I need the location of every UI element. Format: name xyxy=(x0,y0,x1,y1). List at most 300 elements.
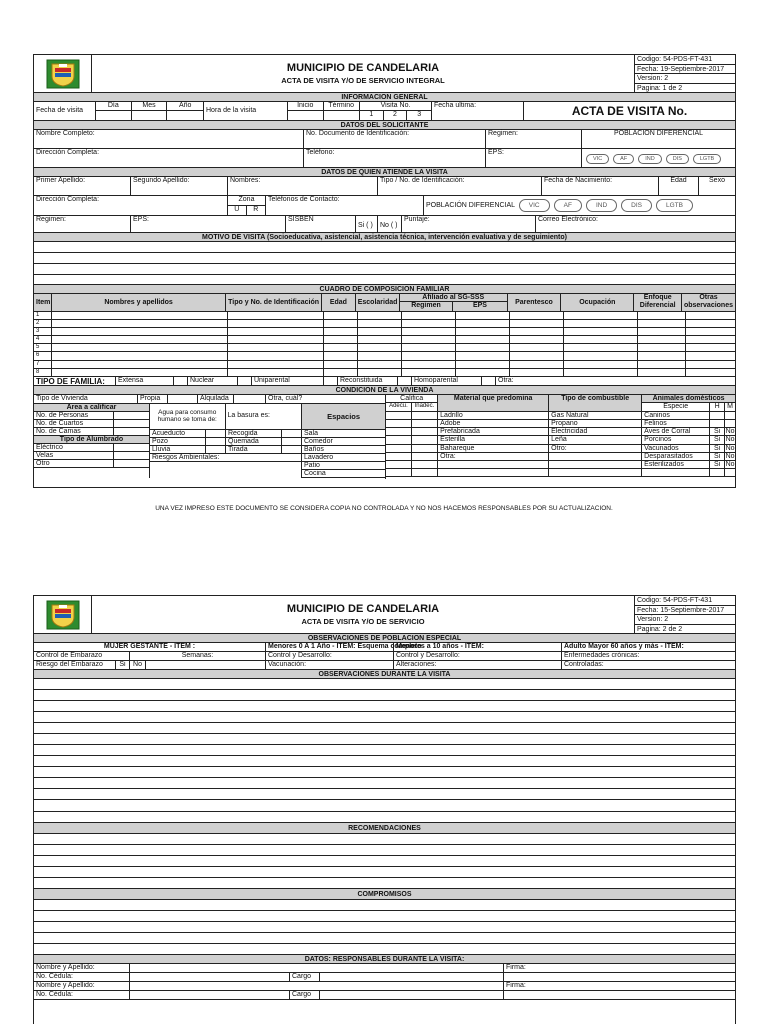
animales-col xyxy=(642,395,735,411)
family-cell[interactable] xyxy=(358,352,402,359)
combustible-option xyxy=(549,469,642,476)
riesgo-si[interactable]: Si xyxy=(116,661,130,669)
telefono-field[interactable]: Teléfono: xyxy=(304,149,486,167)
section-datos-responsables: DATOS: RESPONSABLES DURANTE LA VISITA: xyxy=(34,955,735,964)
family-cell[interactable] xyxy=(402,369,456,376)
telefonos-contacto-field[interactable]: Teléfonos de Contacto: xyxy=(266,196,424,215)
resp2-firma-blank[interactable] xyxy=(504,991,735,999)
familia-reconstituida-box[interactable] xyxy=(398,377,412,385)
animal-option: Porcinos xyxy=(642,436,710,443)
basura-box[interactable] xyxy=(282,438,301,445)
family-cell[interactable] xyxy=(402,344,456,351)
regimen2-field[interactable]: Regimen: xyxy=(34,216,131,232)
alumbrado-box[interactable] xyxy=(114,444,149,451)
family-table-body xyxy=(34,312,735,377)
family-cell[interactable] xyxy=(510,352,564,359)
recomendacion-line[interactable] xyxy=(34,834,735,845)
resp1-cedula-field[interactable] xyxy=(130,973,290,981)
inicio-label: Inicio xyxy=(288,102,324,110)
animal-no[interactable]: No xyxy=(725,444,735,452)
nombre-completo-field[interactable]: Nombre Completo: xyxy=(34,130,304,148)
family-cell[interactable] xyxy=(324,312,358,319)
zona-u[interactable]: U xyxy=(228,206,247,215)
animal-si[interactable] xyxy=(710,420,725,427)
alumbrado-box[interactable] xyxy=(114,452,149,459)
col-nombres: Nombres y apellidos xyxy=(52,294,226,311)
family-cell[interactable] xyxy=(324,320,358,327)
family-cell[interactable] xyxy=(686,361,735,368)
family-cell[interactable] xyxy=(686,336,735,343)
compromiso-line[interactable] xyxy=(34,944,735,955)
visit-info-row xyxy=(34,102,735,121)
poblacion-especial-row-2 xyxy=(34,661,735,670)
family-cell[interactable] xyxy=(228,312,324,319)
family-cell[interactable] xyxy=(564,344,638,351)
page2-subtitle: ACTA DE VISITA Y/O DE SERVICIO xyxy=(301,617,425,626)
family-cell[interactable] xyxy=(52,369,228,376)
animal-si[interactable]: Si xyxy=(710,445,725,452)
family-row xyxy=(34,361,735,369)
family-cell[interactable] xyxy=(456,320,510,327)
meta2-version: Version: 2 xyxy=(635,615,735,625)
family-cell[interactable] xyxy=(456,352,510,359)
family-cell[interactable] xyxy=(510,312,564,319)
family-cell[interactable] xyxy=(358,336,402,343)
familia-uniparental-box[interactable] xyxy=(324,377,338,385)
observacion-line[interactable] xyxy=(34,789,735,800)
section-info-general: INFORMACION GENERAL xyxy=(34,93,735,102)
family-cell[interactable] xyxy=(358,328,402,335)
familia-extensa-box[interactable] xyxy=(174,377,188,385)
sisben-si[interactable]: Si ( ) xyxy=(356,216,378,232)
dia-field[interactable] xyxy=(96,111,132,120)
familia-nuclear-box[interactable] xyxy=(238,377,252,385)
vivienda-otra[interactable]: Otra, cuál? xyxy=(268,394,303,402)
no-documento-field[interactable]: No. Documento de Identificación: xyxy=(304,130,486,148)
combustible-label: Tipo de combustible xyxy=(549,395,642,411)
family-cell[interactable] xyxy=(510,369,564,376)
section-observaciones-especial: OBSERVACIONES DE POBLACION ESPECIAL xyxy=(34,634,735,643)
semanas-field[interactable]: Semanas: xyxy=(130,652,266,660)
family-cell[interactable] xyxy=(638,352,686,359)
family-cell[interactable] xyxy=(638,369,686,376)
agua-basura-row xyxy=(150,430,301,438)
animal-no[interactable]: No xyxy=(725,452,735,460)
adecu-box[interactable] xyxy=(386,445,412,452)
family-cell[interactable] xyxy=(510,344,564,351)
anio-field[interactable] xyxy=(167,111,203,120)
resp2-cargo-label: Cargo xyxy=(290,991,320,999)
hora-visita-label: Hora de la visita xyxy=(204,102,288,120)
segundo-apellido-field[interactable]: Segundo Apellido: xyxy=(131,177,228,195)
family-cell[interactable] xyxy=(324,352,358,359)
controladas-field[interactable]: Controladas: xyxy=(564,661,604,668)
visita-3[interactable]: 3 xyxy=(417,111,422,118)
observacion-line[interactable] xyxy=(34,712,735,723)
meta2-code: Codigo: 54-PDS-FT-431 xyxy=(635,596,735,606)
agua-box[interactable] xyxy=(206,430,226,437)
family-cell[interactable] xyxy=(638,361,686,368)
col-enfoque: Enfoque Diferencial xyxy=(634,294,682,311)
animal-no[interactable]: No xyxy=(725,460,735,468)
family-cell[interactable] xyxy=(228,361,324,368)
inadec-box[interactable] xyxy=(412,469,438,476)
material-option[interactable]: Otra: xyxy=(438,453,549,460)
family-cell[interactable] xyxy=(686,352,735,359)
resp1-cargo-field[interactable] xyxy=(320,973,504,981)
animal-si[interactable] xyxy=(710,412,725,419)
nombres-field[interactable]: Nombres: xyxy=(228,177,378,195)
family-cell[interactable] xyxy=(510,320,564,327)
eps2-field[interactable]: EPS: xyxy=(131,216,286,232)
family-cell[interactable] xyxy=(228,328,324,335)
combustible-option[interactable]: Otro: xyxy=(549,445,642,452)
section-observaciones-visita: OBSERVACIONES DURANTE LA VISITA xyxy=(34,670,735,679)
observacion-line[interactable] xyxy=(34,734,735,745)
pill-vic[interactable]: VIC xyxy=(586,154,609,164)
alumbrado-box[interactable] xyxy=(114,460,149,467)
mes-field[interactable] xyxy=(132,111,168,120)
copy-notice: UNA VEZ IMPRESO ESTE DOCUMENTO SE CONSIDERA COPIA NO CONTROLADA Y NO NOS HACEMOS RESPONSABLES POR SU ACTUALIZACION. xyxy=(155,505,613,512)
familia-extensa: Extensa xyxy=(116,377,174,385)
regimen-field[interactable]: Regimen: xyxy=(486,130,582,148)
col-observaciones: Otras observaciones xyxy=(683,294,733,309)
motivo-line-1[interactable] xyxy=(34,242,735,253)
observacion-line[interactable] xyxy=(34,778,735,789)
family-cell[interactable] xyxy=(456,336,510,343)
compromiso-line[interactable] xyxy=(34,911,735,922)
family-cell[interactable] xyxy=(358,361,402,368)
family-cell[interactable] xyxy=(686,312,735,319)
pill-ind[interactable]: IND xyxy=(638,154,661,164)
correo-field[interactable]: Correo Electrónico: xyxy=(538,216,598,223)
control-desarrollo-2-field[interactable]: Control y Desarrollo: xyxy=(394,652,562,660)
family-cell[interactable] xyxy=(358,312,402,319)
motivo-line-4[interactable] xyxy=(34,275,735,285)
solicitante-row-2 xyxy=(34,149,735,168)
family-cell[interactable] xyxy=(638,312,686,319)
family-cell[interactable] xyxy=(324,336,358,343)
animal-option: Esterilizados xyxy=(642,461,710,468)
vivienda-propia-box[interactable] xyxy=(168,395,198,403)
riesgos-label[interactable]: Riesgos Ambientales: xyxy=(150,454,301,462)
adecu-box[interactable] xyxy=(386,428,412,435)
inadec-box[interactable] xyxy=(412,420,438,427)
vivienda-block xyxy=(34,395,735,479)
basura-box[interactable] xyxy=(282,446,301,453)
adecu-box[interactable] xyxy=(386,469,412,476)
family-cell[interactable] xyxy=(358,369,402,376)
family-cell[interactable] xyxy=(456,344,510,351)
puntaje-field[interactable]: Puntaje: xyxy=(402,216,536,232)
family-cell[interactable] xyxy=(228,336,324,343)
resp2-cargo-field[interactable] xyxy=(320,991,504,999)
pill2-vic[interactable]: VIC xyxy=(519,199,550,212)
family-cell[interactable] xyxy=(638,320,686,327)
pill-lgtb[interactable]: LGTB xyxy=(693,154,721,164)
family-cell[interactable] xyxy=(52,361,228,368)
family-cell[interactable] xyxy=(510,361,564,368)
vivienda-right-row xyxy=(386,469,735,477)
motivo-line-3[interactable] xyxy=(34,264,735,275)
area-row-value[interactable] xyxy=(114,420,149,427)
pill-dis[interactable]: DIS xyxy=(666,154,689,164)
animal-no[interactable] xyxy=(725,420,735,427)
family-cell[interactable] xyxy=(324,361,358,368)
vivienda-alquilada-box[interactable] xyxy=(234,395,266,403)
agua-label: Agua para consumo humano se toma de: xyxy=(150,404,226,429)
agua-box[interactable] xyxy=(206,446,226,453)
family-cell[interactable] xyxy=(510,336,564,343)
meta2-page: Pagina: 2 de 2 xyxy=(637,625,683,633)
resp2-cedula-field[interactable] xyxy=(130,991,290,999)
inadec-box[interactable] xyxy=(412,453,438,460)
alumbrado-option: Eléctrico xyxy=(34,444,114,451)
pill2-ind[interactable]: IND xyxy=(586,199,617,212)
visita-no-label: Visita No. xyxy=(360,102,431,111)
area-calificar-label: Area a calificar xyxy=(34,404,149,412)
observacion-line[interactable] xyxy=(34,679,735,690)
animal-si[interactable]: Si xyxy=(710,428,725,435)
material-option xyxy=(438,469,549,476)
direccion-field[interactable]: Dirección Completa: xyxy=(34,149,304,167)
family-cell[interactable] xyxy=(456,328,510,335)
tipo-id-field[interactable]: Tipo / No. de Identificación: xyxy=(378,177,542,195)
observacion-line[interactable] xyxy=(34,690,735,701)
family-cell[interactable] xyxy=(564,336,638,343)
enfermedades-field[interactable]: Enfermedades crónicas: xyxy=(564,652,640,659)
termino-field[interactable] xyxy=(324,111,359,120)
basura-box[interactable] xyxy=(282,430,301,437)
animal-no[interactable] xyxy=(725,469,735,476)
combustible-option: Propano xyxy=(549,420,642,427)
vivienda-right xyxy=(386,395,735,479)
especie-label: Especie xyxy=(642,403,710,411)
family-row-item: 6 xyxy=(34,352,52,359)
inadec-box[interactable] xyxy=(412,436,438,443)
vivienda-right-row xyxy=(386,428,735,436)
animal-si[interactable] xyxy=(710,469,725,476)
family-cell[interactable] xyxy=(638,336,686,343)
family-cell[interactable] xyxy=(358,320,402,327)
recomendacion-line[interactable] xyxy=(34,845,735,856)
page2-meta xyxy=(634,596,735,633)
family-cell[interactable] xyxy=(402,312,456,319)
visita-2[interactable]: 2 xyxy=(384,111,408,120)
adecu-box[interactable] xyxy=(386,453,412,460)
mujer-gestante-header: MUJER GESTANTE - ITEM : xyxy=(34,643,266,651)
recomendaciones-top-line[interactable] xyxy=(34,812,735,823)
family-cell[interactable] xyxy=(456,312,510,319)
familia-homoparental-box[interactable] xyxy=(482,377,496,385)
family-cell[interactable] xyxy=(686,328,735,335)
observacion-line[interactable] xyxy=(34,767,735,778)
adecu-box[interactable] xyxy=(386,412,412,419)
animal-no[interactable]: No xyxy=(725,436,735,444)
pill-af[interactable]: AF xyxy=(613,154,634,164)
adecu-box[interactable] xyxy=(386,420,412,427)
riesgo-embarazo-label: Riesgo del Embarazo xyxy=(34,661,116,669)
control-embarazo-label: Control de Embarazo xyxy=(34,652,130,660)
sexo-field[interactable]: Sexo xyxy=(709,177,725,184)
family-cell[interactable] xyxy=(402,361,456,368)
recomendacion-line[interactable] xyxy=(34,867,735,878)
inicio-field[interactable] xyxy=(288,111,324,120)
sisben-no[interactable]: No ( ) xyxy=(378,216,402,232)
recomendaciones-lines xyxy=(34,834,735,889)
inadec-box[interactable] xyxy=(412,428,438,435)
family-cell[interactable] xyxy=(686,320,735,327)
family-cell[interactable] xyxy=(324,328,358,335)
area-row-value[interactable] xyxy=(114,412,149,419)
family-cell[interactable] xyxy=(52,328,228,335)
resp2-nombre-field[interactable] xyxy=(130,982,504,990)
family-row xyxy=(34,336,735,344)
animal-no[interactable] xyxy=(725,412,735,419)
family-cell[interactable] xyxy=(228,352,324,359)
family-cell[interactable] xyxy=(638,328,686,335)
visita-1[interactable]: 1 xyxy=(360,111,384,120)
family-cell[interactable] xyxy=(402,336,456,343)
califica-col xyxy=(386,395,438,411)
pill2-dis[interactable]: DIS xyxy=(621,199,652,212)
family-cell[interactable] xyxy=(564,320,638,327)
compromiso-line[interactable] xyxy=(34,900,735,911)
family-cell[interactable] xyxy=(564,352,638,359)
page1-subtitle: ACTA DE VISITA Y/O DE SERVICIO INTEGRAL xyxy=(281,76,445,85)
family-row xyxy=(34,344,735,352)
family-cell[interactable] xyxy=(402,328,456,335)
family-cell[interactable] xyxy=(52,320,228,327)
agua-basura-rows xyxy=(150,430,301,454)
compromiso-line[interactable] xyxy=(34,922,735,933)
alumbrado-row xyxy=(34,460,149,468)
family-cell[interactable] xyxy=(686,344,735,351)
resp2-firma-field[interactable]: Firma: xyxy=(506,982,526,989)
family-cell[interactable] xyxy=(564,328,638,335)
animal-si[interactable]: Si xyxy=(710,436,725,443)
familia-otra[interactable]: Otra: xyxy=(498,376,514,384)
family-cell[interactable] xyxy=(228,344,324,351)
resp1-firma-field[interactable]: Firma: xyxy=(506,964,526,971)
family-cell[interactable] xyxy=(52,344,228,351)
family-cell[interactable] xyxy=(324,344,358,351)
family-cell[interactable] xyxy=(456,369,510,376)
espacio-option: Patio xyxy=(302,462,385,470)
vivienda-left-grid xyxy=(34,404,385,478)
family-cell[interactable] xyxy=(402,320,456,327)
eps-field[interactable]: EPS: xyxy=(486,149,582,167)
resp1-firma-blank[interactable] xyxy=(504,973,735,981)
compromiso-line[interactable] xyxy=(34,933,735,944)
animal-no[interactable]: No xyxy=(725,428,735,436)
family-cell[interactable] xyxy=(52,336,228,343)
animales-label: Animales domésticos xyxy=(642,395,735,403)
observacion-line[interactable] xyxy=(34,745,735,756)
termino-label: Término xyxy=(328,102,355,109)
zona-r[interactable]: R xyxy=(253,206,259,213)
animal-si[interactable]: Si xyxy=(710,453,725,460)
basura-option: Quemada xyxy=(226,438,282,445)
page1-header xyxy=(34,55,735,93)
direccion-atiende-field[interactable]: Dirección Completa: xyxy=(34,196,228,215)
tipo-alumbrado-label: Tipo de Alumbrado xyxy=(34,436,149,444)
family-cell[interactable] xyxy=(228,369,324,376)
family-cell[interactable] xyxy=(564,312,638,319)
observacion-line[interactable] xyxy=(34,756,735,767)
control-desarrollo-field[interactable]: Control y Desarrollo: xyxy=(266,652,394,660)
agua-option: Lluvia xyxy=(150,446,206,453)
family-cell[interactable] xyxy=(510,328,564,335)
family-cell[interactable] xyxy=(564,361,638,368)
vivienda-alquilada: Alquilada xyxy=(198,395,234,403)
primer-apellido-field[interactable]: Primer Apellido: xyxy=(34,177,131,195)
responsable-1-cedula-row xyxy=(34,973,735,982)
area-row xyxy=(34,420,149,428)
alteraciones-field[interactable]: Alteraciones: xyxy=(394,661,562,669)
area-row-value[interactable] xyxy=(114,428,149,435)
califica-label: Califica xyxy=(386,395,437,403)
animal-option: Aves de Corral xyxy=(642,428,710,435)
col-afiliado-label: Afiliado al SG-SSS xyxy=(400,294,507,302)
family-cell[interactable] xyxy=(402,352,456,359)
observacion-line[interactable] xyxy=(34,701,735,712)
poblacion-diferencial-2 xyxy=(424,196,735,215)
inadec-box[interactable] xyxy=(412,445,438,452)
family-cell[interactable] xyxy=(324,369,358,376)
spacer-gap xyxy=(34,800,735,812)
resp1-nombre-label: Nombre y Apellido: xyxy=(34,964,130,972)
family-cell[interactable] xyxy=(52,352,228,359)
fecha-ultima-field[interactable]: Fecha ultima: xyxy=(432,102,524,120)
adulto-mayor-header: Adulto Mayor 60 años y más - ITEM: xyxy=(564,643,684,650)
resp1-nombre-field[interactable] xyxy=(130,964,504,972)
agua-box[interactable] xyxy=(206,438,226,445)
meta2-date: Fecha: 15-Septiembre-2017 xyxy=(635,606,735,616)
recomendacion-line[interactable] xyxy=(34,878,735,889)
riesgo-blank xyxy=(146,661,266,669)
family-cell[interactable] xyxy=(358,344,402,351)
riesgo-no[interactable]: No xyxy=(130,661,146,669)
espacio-option: Comedor xyxy=(302,438,385,446)
pill2-lgtb[interactable]: LGTB xyxy=(656,199,693,212)
edad-field[interactable]: Edad xyxy=(659,177,699,195)
family-cell[interactable] xyxy=(456,361,510,368)
vacunacion-field[interactable]: Vacunación: xyxy=(266,661,394,669)
family-cell[interactable] xyxy=(638,344,686,351)
area-rows xyxy=(34,412,149,436)
family-cell[interactable] xyxy=(686,369,735,376)
alumbrado-rows xyxy=(34,444,149,468)
espacio-option: Lavadero xyxy=(302,454,385,462)
pill2-af[interactable]: AF xyxy=(554,199,582,212)
family-cell[interactable] xyxy=(52,312,228,319)
tipo-vivienda-row xyxy=(34,395,385,404)
inadec-box[interactable] xyxy=(412,412,438,419)
family-cell[interactable] xyxy=(564,369,638,376)
fecha-nacimiento-field[interactable]: Fecha de Nacimiento: xyxy=(542,177,659,195)
recomendacion-line[interactable] xyxy=(34,856,735,867)
adecu-box[interactable] xyxy=(386,461,412,468)
poblacion-diferencial-label: POBLACION DIFERENCIAL xyxy=(613,130,704,137)
observacion-line[interactable] xyxy=(34,723,735,734)
motivo-line-2[interactable] xyxy=(34,253,735,264)
family-cell[interactable] xyxy=(228,320,324,327)
inadec-box[interactable] xyxy=(412,461,438,468)
adecu-box[interactable] xyxy=(386,436,412,443)
meta-date: Fecha: 19-Septiembre-2017 xyxy=(635,65,735,75)
animal-si[interactable]: Si xyxy=(710,461,725,468)
